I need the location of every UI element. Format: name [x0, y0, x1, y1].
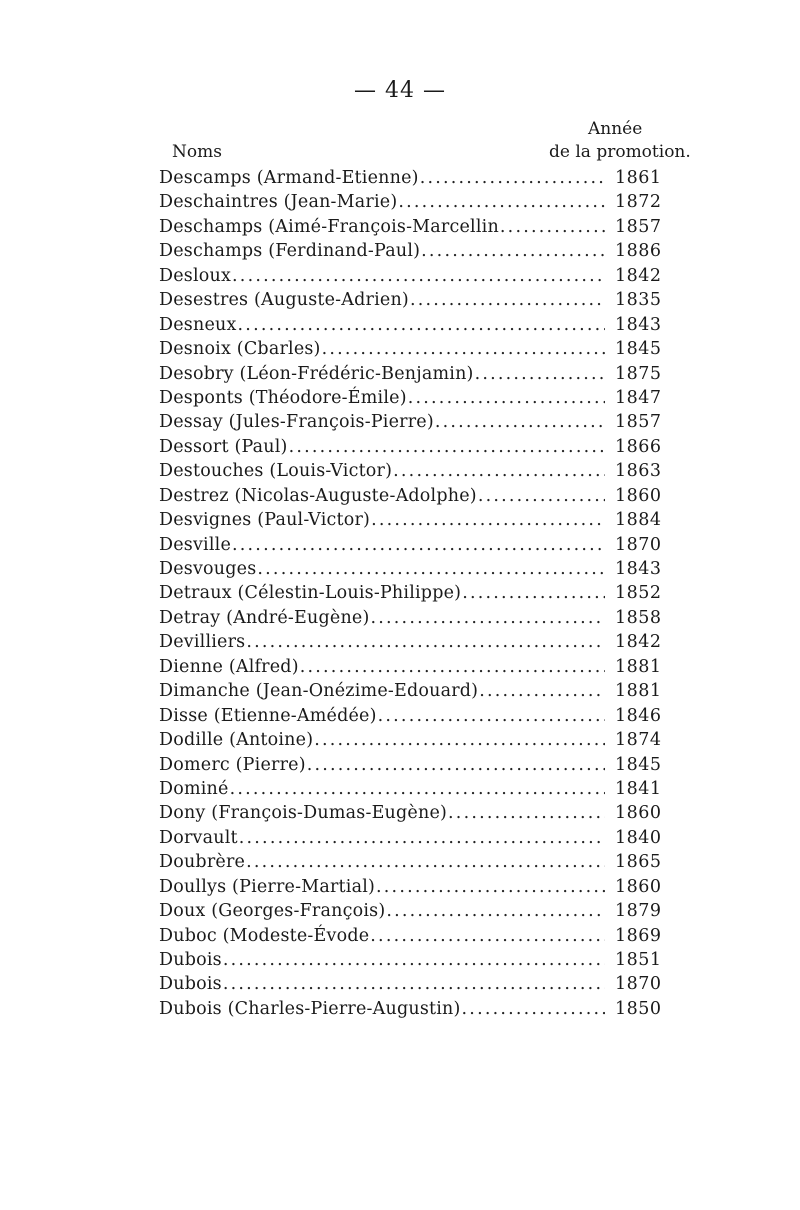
entry-year: 1852	[615, 583, 662, 604]
list-item	[159, 437, 663, 461]
entry-name: Desponts (Théodore-Émile)	[159, 387, 407, 408]
dot-leader	[420, 168, 605, 188]
dot-leader	[448, 803, 605, 823]
dot-leader	[246, 852, 605, 872]
column-header-annee: Année	[588, 119, 643, 139]
entry-name: Deschaintres (Jean-Marie)	[159, 192, 398, 213]
entry-name: Domerc (Pierre)	[159, 754, 306, 775]
dot-leader	[246, 632, 605, 652]
entry-name: Desville	[159, 534, 232, 555]
entry-name: Desneux	[159, 314, 237, 335]
page-number: — 44 —	[354, 78, 446, 103]
entry-name: Detray (André-Eugène)	[159, 607, 370, 628]
entry-name: Dominé	[159, 778, 229, 799]
list-item	[159, 901, 663, 925]
entry-name: Desloux	[159, 265, 232, 286]
entry-year: 1847	[615, 387, 662, 408]
entry-name: Dorvault	[159, 827, 238, 848]
entry-name: Descamps (Armand-Etienne)	[159, 168, 419, 188]
dot-leader	[257, 559, 605, 579]
entry-name: Deschamps (Ferdinand-Paul)	[159, 241, 421, 262]
entry-year: 1860	[615, 485, 662, 506]
list-item	[159, 290, 663, 314]
entry-year: 1842	[615, 265, 662, 286]
entry-year: 1869	[615, 925, 662, 946]
entry-year: 1850	[615, 998, 662, 1019]
entry-name: Desnoix (Cbarles)	[159, 339, 321, 360]
entry-year: 1881	[615, 681, 662, 702]
list-item	[159, 877, 663, 901]
entry-year: 1879	[615, 901, 662, 922]
entry-year: 1860	[615, 803, 662, 824]
dot-leader	[371, 608, 606, 628]
entry-name: Destrez (Nicolas-Auguste-Adolphe)	[159, 485, 477, 506]
dot-leader	[500, 217, 605, 237]
entry-name: Desobry (Léon-Frédéric-Benjamin)	[159, 363, 474, 384]
list-item	[159, 755, 663, 779]
dot-leader	[386, 901, 605, 921]
dot-leader	[435, 412, 605, 432]
dot-leader	[393, 461, 605, 481]
list-item	[159, 803, 663, 827]
list-item	[159, 950, 663, 974]
entry-year: 1886	[615, 241, 662, 262]
entry-name: Dimanche (Jean-Onézime-Edouard)	[159, 681, 479, 702]
entry-name: Doux (Georges-François)	[159, 901, 386, 922]
entry-year: 1857	[615, 216, 662, 237]
dot-leader	[232, 266, 605, 286]
entry-year: 1870	[615, 534, 662, 555]
dot-leader	[478, 486, 605, 506]
list-item	[159, 852, 663, 876]
entry-year: 1843	[615, 314, 662, 335]
entry-year: 1835	[615, 290, 662, 311]
list-item	[159, 608, 663, 632]
entry-year: 1845	[615, 339, 662, 360]
entry-name: Dienne (Alfred)	[159, 656, 299, 677]
list-item	[159, 266, 663, 290]
entry-year: 1841	[615, 778, 662, 799]
entry-name: Dubois (Charles-Pierre-Augustin)	[159, 998, 461, 1019]
entry-name: Dessay (Jules-François-Pierre)	[159, 412, 434, 433]
dot-leader	[239, 828, 605, 848]
entry-year: 1857	[615, 412, 662, 433]
list-item	[159, 412, 663, 436]
entry-year: 1861	[615, 168, 662, 188]
entry-year: 1840	[615, 827, 662, 848]
entry-name: Doubrère	[159, 852, 246, 873]
list-item	[159, 779, 663, 803]
entry-name: Duboc (Modeste-Évode	[159, 925, 370, 946]
column-header-promotion: de la promotion.	[549, 142, 691, 162]
list-item	[159, 926, 663, 950]
list-item	[159, 364, 663, 388]
dot-leader	[223, 950, 605, 970]
dot-leader	[462, 583, 605, 603]
dot-leader	[230, 779, 605, 799]
dot-leader	[314, 730, 605, 750]
dot-leader	[300, 657, 605, 677]
list-item	[159, 999, 663, 1023]
list-item	[159, 315, 663, 339]
entry-year: 1865	[615, 852, 662, 873]
list-item	[159, 461, 663, 485]
entry-year: 1875	[615, 363, 662, 384]
entry-name: Desestres (Auguste-Adrien)	[159, 290, 409, 311]
entry-year: 1870	[615, 974, 662, 995]
entry-year: 1843	[615, 559, 662, 579]
entry-year: 1881	[615, 656, 662, 677]
list-item	[159, 632, 663, 656]
list-item	[159, 535, 663, 559]
entry-name: Doullys (Pierre-Martial)	[159, 876, 376, 897]
dot-leader	[289, 437, 605, 457]
list-item	[159, 168, 663, 192]
entry-name: Dessort (Paul)	[159, 436, 288, 457]
entry-year: 1842	[615, 632, 662, 653]
entry-name: Desvouges	[159, 559, 257, 579]
list-item	[159, 706, 663, 730]
list-item	[159, 339, 663, 363]
dot-leader	[307, 755, 605, 775]
dot-leader	[376, 877, 605, 897]
list-item	[159, 681, 663, 705]
entry-name: Disse (Etienne-Amédée)	[159, 705, 377, 726]
list-item	[159, 510, 663, 534]
dot-leader	[232, 535, 605, 555]
list-item	[159, 828, 663, 852]
dot-leader	[462, 999, 605, 1019]
entry-name: Destouches (Louis-Victor)	[159, 461, 393, 482]
dot-leader	[223, 974, 605, 994]
entry-year: 1845	[615, 754, 662, 775]
list-item	[159, 192, 663, 216]
entry-year: 1860	[615, 876, 662, 897]
dot-leader	[408, 388, 605, 408]
list-item	[159, 730, 663, 754]
entry-year: 1863	[615, 461, 662, 482]
entry-name: Dony (François-Dumas-Eugène)	[159, 803, 448, 824]
name-list	[159, 168, 663, 1023]
dot-leader	[421, 241, 605, 261]
list-item	[159, 583, 663, 607]
entry-name: Desvignes (Paul-Victor)	[159, 510, 371, 531]
entry-year: 1851	[615, 950, 662, 970]
dot-leader	[371, 510, 605, 530]
list-item	[159, 974, 663, 998]
list-item	[159, 217, 663, 241]
dot-leader	[410, 290, 605, 310]
dot-leader	[378, 706, 605, 726]
entry-name: Dubois	[159, 950, 222, 970]
dot-leader	[238, 315, 605, 335]
entry-year: 1874	[615, 730, 662, 751]
list-item	[159, 241, 663, 265]
dot-leader	[398, 192, 605, 212]
dot-leader	[322, 339, 605, 359]
entry-name: Dubois	[159, 974, 222, 995]
entry-name: Deschamps (Aimé-François-Marcellin	[159, 216, 499, 237]
dot-leader	[370, 926, 605, 946]
list-item	[159, 486, 663, 510]
entry-year: 1846	[615, 705, 662, 726]
entry-name: Detraux (Célestin-Louis-Philippe)	[159, 583, 462, 604]
entry-name: Devilliers	[159, 632, 246, 653]
list-item	[159, 559, 663, 583]
entry-year: 1866	[615, 436, 662, 457]
entry-name: Dodille (Antoine)	[159, 730, 314, 751]
dot-leader	[479, 681, 605, 701]
entry-year: 1858	[615, 607, 662, 628]
entry-year: 1884	[615, 510, 662, 531]
list-item	[159, 388, 663, 412]
list-item	[159, 657, 663, 681]
entry-year: 1872	[615, 192, 662, 213]
dot-leader	[475, 364, 605, 384]
column-header-noms: Noms	[172, 142, 222, 162]
